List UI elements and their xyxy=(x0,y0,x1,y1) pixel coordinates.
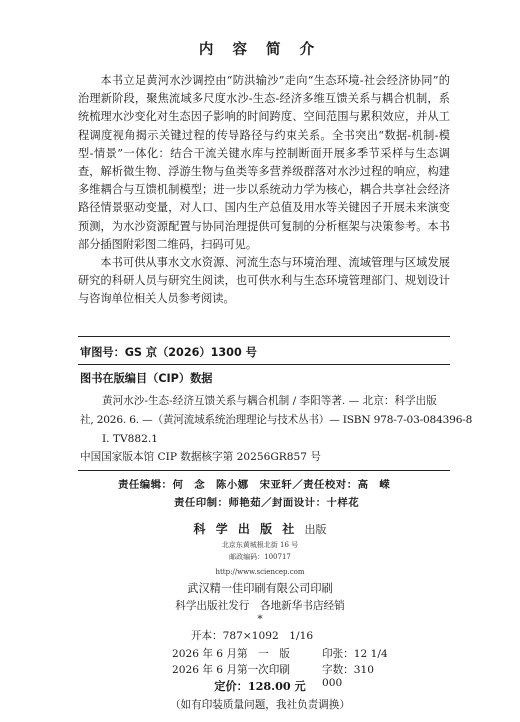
cip-divider-top xyxy=(78,364,450,365)
responsible-editors: 责任编辑：何 念 陈小娜 宋亚轩／责任校对：高 嵘 xyxy=(118,479,391,491)
printer-line: 武汉精一佳印刷有限公司印刷 xyxy=(187,582,333,595)
cip-heading: 图书在版编目（CIP）数据 xyxy=(80,372,213,385)
publisher-postcode: 邮政编码：100717 xyxy=(229,553,291,561)
top-divider xyxy=(78,336,450,337)
publisher-suffix: 出版 xyxy=(304,523,327,536)
distribution-line: 科学出版社发行 各地新华书店经销 xyxy=(175,600,345,612)
abstract xyxy=(78,72,450,309)
printing-info: 2026 年 6 月第一次印刷 xyxy=(172,664,290,676)
quality-notice: （如有印装质量问题，我社负责调换） xyxy=(169,699,351,711)
sheets-info: 印张：12 1/4 xyxy=(322,648,388,660)
cip-line-4: 中国国家版本馆 CIP 数据核字第 20256GR857 号 xyxy=(80,451,321,464)
word-count: 字数：310 000 xyxy=(322,664,375,689)
edition-row xyxy=(172,646,392,661)
separator-star: * xyxy=(257,613,263,625)
cip-divider-bottom xyxy=(78,470,450,471)
publisher-website: http://www.sciencep.com xyxy=(215,568,305,576)
publisher-logo-text: 科 学 出 版 社 xyxy=(193,522,298,536)
cip-line-2: 社, 2026. 6. —（黄河流域系统治理理论与技术丛书）— ISBN 978-7-03-084396-8 xyxy=(80,413,473,426)
abstract-paragraph-2: 本书可供从事水文水资源、河流生态与环境治理、流域管理与区域发展研究的科研人员与研究生阅读，也可供水利与生态环境管理部门、规划设计与咨询单位相关人员参考阅读。 xyxy=(78,256,450,306)
abstract-paragraph-1: 本书立足黄河水沙调控由“防洪输沙”走向“生态环境-社会经济协同”的治理新阶段，聚焦流域多尺度水沙-生态-经济多维互馈关系与耦合机制，系统梳理水沙变化对生态因子影响的时间跨度、空间范围与累积效应，并从工程调度视角揭示关键过程的传导路径与约束关系。全书突出“数据-机制-模型-情景”一体化：结合干流关键水库与控制断面开展多季节采样与生态调查，解析微生物、浮游生物与鱼类等多营养级群落对水沙过程的响应，构建多维耦合与互馈机制模型；进一步以系统动力学为核心，耦合共享社会经济路径情景驱动变量，对人口、国内生产总值及用水等关键因子开展未来演变预测，为水沙资源配置与协同治理提供可复制的分析框架与决策参考。本书部分插图附彩图二维码，扫码可见。 xyxy=(78,74,450,251)
cip-block xyxy=(80,392,473,467)
book-format: 开本：787×1092 1/16 xyxy=(190,630,314,642)
responsible-printing: 责任印制：师艳茹／封面设计：十样花 xyxy=(174,497,360,509)
publisher-address: 北京东黄城根北街 16 号 xyxy=(221,541,299,549)
publisher-line xyxy=(0,520,520,537)
edition-info: 2026 年 6 月第 一 版 xyxy=(172,648,290,660)
cip-line-1: 黄河水沙-生态-经济互馈关系与耦合机制 / 李阳等著. — 北京：科学出版 xyxy=(102,395,437,407)
price: 定价：128.00 元 xyxy=(214,679,306,693)
cip-line-3: Ⅰ. TV882.1 xyxy=(102,432,158,445)
page-title: 内 容 简 介 xyxy=(198,42,322,58)
map-approval-number: 审图号：GS 京（2026）1300 号 xyxy=(80,346,257,359)
